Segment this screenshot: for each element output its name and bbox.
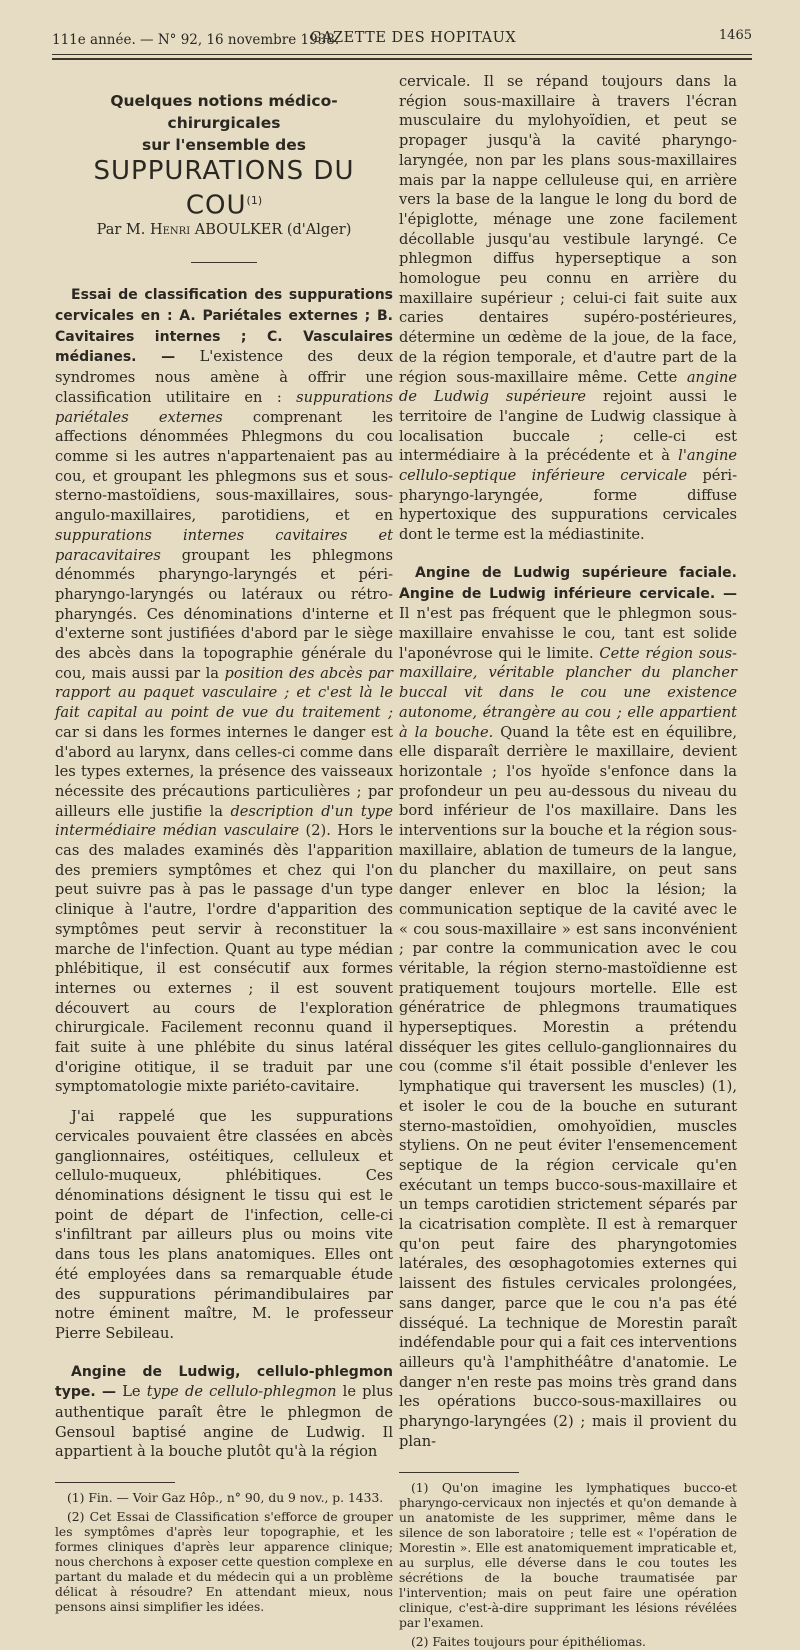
paragraph-classes: J'ai rappelé que les suppurations cervicales pouvaient être classées en abcès ganglionnaires, ostéitiques, celluleux et cellulo-muqueux, phlébitiques. Ces dénominations désignent le tissu qui est le point de départ de l'infection, celle-ci s'infiltrant par ailleurs plus ou moins vite dans tous les plans anatomiques. Elles ont été employées dans sa remarquable étude des suppurations périmandibulaires par notre éminent maître, M. le professeur Pierre Sebileau. [55,1108,393,1342]
section-heading-ludwig: Angine de Ludwig, cellulo-phlegmon type. — [55,1363,393,1401]
emphasis-run: position des abcès par rapport au paquet vasculaire ; et c'est là le fait capital au point de vue du traitement ; [55,664,394,722]
footnote-1: (1) Fin. — Voir Gaz Hôp., n° 90, du 9 nov., p. 1433. [67,1491,384,1506]
byline-prefix: Par M. [96,221,146,238]
article-title [55,156,393,221]
text-run: car si dans les formes internes le danger est d'abord au larynx, dans celles-ci comme dans les types externes, la présence des vaisseaux nécessite des précautions particulières ; par ailleurs elle justifie la [55,723,393,820]
text-run: L'existence des deux syndromes nous amène à offrir une classification utilitaire en : [55,348,393,406]
title-separator [191,262,257,263]
text-run: groupant les phlegmons dénommés pharyngo-laryngés et péri-pharyngo-laryngés ou latéraux ou rétro-pharyngés. Ces dénominations d'interne et d'externe sont justifiées d'abord par le siège des abcès dans la topographie générale du cou, mais aussi par la [55,546,393,682]
emphasis-run: suppurations pariétales externes [55,388,393,426]
footnote-right-1: (1) Qu'on imagine les lymphatiques bucco-et pharyngo-cervicaux non injectés et qu'on demande à un anatomiste de les supprimer, même dans le silence de son laboratoire ; telle est « l'opération de Morestin ». Elle est anatomiquement impraticable et, au surplus, elle déverse dans le cou toutes les sécrétions de la bouche traumatisée par l'intervention; mais on peut faire une opération clinique, c'est-à-dire supprimant les lésions révélées par l'examen. [399,1480,737,1630]
emphasis-run: Cette région sous-maxillaire, véritable plancher du plancher buccal vit dans le cou une existence autonome, étrangère au cou ; elle appartient à la bouche. [399,644,737,741]
paragraph-ludwig [55,1362,393,1463]
emphasis-run: l'angine cellulo-septique inférieure cervicale [399,447,737,485]
footnote-2: (2) Cet Essai de Classification s'efforce de grouper les symptômes d'après leur topographie, et les formes cliniques d'après leur apparence clinique; nous cherchons à exposer cette question complexe en partant du malade et du médecin qui a un problème délicat à résoudre? En attendant mieux, nous pensons ainsi simplifier les idées. [55,1510,393,1615]
left-column [55,72,393,1615]
paragraph-ludwig-sup-inf [399,563,737,1452]
article-title-footnote-mark: (1) [246,194,263,207]
text-run: le plus authentique paraît être le phlegmon de Gensoul baptisé angine de Ludwig. Il appartient à la bouche plutôt qu'à la région [55,1383,394,1461]
article-subtitle-2: sur l'ensemble des [142,136,306,154]
issue-info: 111e année. — N° 92, 16 novembre 1938. [52,32,340,48]
footnote-rule [55,1482,175,1483]
section-heading-classification: Essai de classification des suppurations cervicales en : A. Pariétales externes ; B. Cavitaires internes ; C. Vasculaires médianes. — [55,287,393,366]
section-heading-ludwig-sup-inf: Angine de Ludwig supérieure faciale. Angine de Ludwig inférieure cervicale. — [399,564,737,602]
header-rule-thin [52,54,752,55]
article-title-text: SUPPURATIONS DU COU [93,156,355,221]
article-byline [55,221,393,241]
footnote-rule [399,1472,519,1473]
emphasis-run: angine de Ludwig supérieure [399,368,737,406]
text-run: péri-pharyngo-laryngée, forme diffuse hypertoxique des suppurations cervicales dont le terme est la médiastinite. [399,467,737,544]
text-run: Quand la tête est en équilibre, elle disparaît derrière le maxillaire, devient horizontale ; l'os hyoïde s'enfonce dans la profondeur un peu au-dessous du niveau du bord inférieur de l'os maxillaire. Dans les interventions sur la bouche et la région sous-maxillaire, ablation de tumeurs de la langue, du plancher du maxillaire, on peut sans danger enlever en bloc la lésion; la communication septique de la cavité avec le « cou sous-maxillaire » est sans inconvénient ; par contre la communication avec le cou véritable, la région sterno-mastoïdienne est pratiquement toujours mortelle. Elle est génératrice de phlegmons traumatiques hyperseptiques. Morestin a prétendu disséquer les gites cellulo-ganglionnaires du cou (comme s'il était possible d'enlever les lymphatique qui traversent les muscles) (1), et isoler le cou de la bouche en suturant sterno-mastoïdien, omohyoïdien, muscles styliens. On ne peut éviter l'ensemencement septique de la région cervicale qu'en exécutant un temps bucco-sous-maxillaire et un temps carotidien strictement séparés par la cicatrisation complète. Il est à remarquer qu'on peut faire des pharyngotomies latérales, des œsophagotomies externes qui laissent des fistules cervicales prolongées, sans danger, parce que le cou n'a pas été disséqué. La technique de Morestin paraît indéfendable pour qui a fait ces interventions ailleurs qu'à l'amphithéâtre d'anatomie. Le danger n'en reste pas moins très grand dans les opérations bucco-sous-maxillaires ou pharyngo-laryngées (2) ; mais il provient du plan- [399,723,737,1450]
page-header [52,28,752,50]
author-place: (d'Alger) [286,221,352,238]
emphasis-run: type de cellulo-phlegmon [146,1383,337,1401]
emphasis-run: suppurations internes cavitaires et paracavitaires [55,526,393,564]
text-run: Il n'est pas fréquent que le phlegmon sous-maxillaire envahisse le cou, tant est solide l'aponévrose qui le limite. [399,605,737,662]
emphasis-run: description d'un type intermédiaire médian vasculaire [55,802,393,840]
right-column [399,72,737,1650]
text-run: Le [116,1383,147,1401]
footnote-right-2: (2) Faites toujours pour épithéliomas. [411,1634,646,1649]
paragraph-continuation [399,72,737,545]
text-run: comprenant les affections dénommées Phlegmons du cou comme si les autres n'appartenaient pas au cou, et groupant les phlegmons sus et sous-sterno-mastoïdiens, sous-maxillaires, sous-angulo-maxillaires, parotidiens, et en [55,408,393,525]
journal-title: GAZETTE DES HOPITAUX [310,30,517,46]
paragraph-classification [55,285,393,1097]
author-name: Henri ABOULKER [149,221,283,238]
text-run: (2). Hors le cas des malades examinés dès l'apparition des premiers symptômes et chez qui l'on peut suivre pas à pas le passage d'un type clinique à l'autre, l'ordre d'apparition des symptômes peut servir à reconstituer la marche de l'infection. Quant au type médian phlébitique, il est consécutif aux formes internes ou externes ; il est souvent découvert au cours de l'exploration chirurgicale. Facilement reconnu quand il fait suite à une phlébite du sinus latéral d'origine otitique, il se traduit par une symptomatologie mixte pariéto-cavitaire. [55,822,393,1096]
page-number: 1465 [718,28,752,43]
article-subtitle-1: Quelques notions médico-chirurgicales [110,92,338,132]
text-run: rejoint aussi le territoire de l'angine de Ludwig classique à localisation buccale ; celle-ci est intermédiaire à la précédente et à [399,388,737,465]
header-rule-thick [52,58,752,60]
text-run: cervicale. Il se répand toujours dans la région sous-maxillaire à travers l'écran musculaire du mylohyoïdien, et peut se propager jusqu'à la cavité pharyngo-laryngée, non par les plans sous-maxillaires mais par la nappe celluleuse qui, en arrière vers la base de la langue le long du bord de l'épiglotte, ménage une zone facilement décollable jusqu'au vestibule laryngé. Ce phlegmon diffus hyperseptique a son homologue peu connu en arrière du maxillaire supérieur ; celui-ci fait suite aux caries dentaires supéro-postérieures, détermine un œdème de la joue, de la face, de la région temporale, et d'autre part de la région sous-maxillaire même. Cette [399,73,737,386]
